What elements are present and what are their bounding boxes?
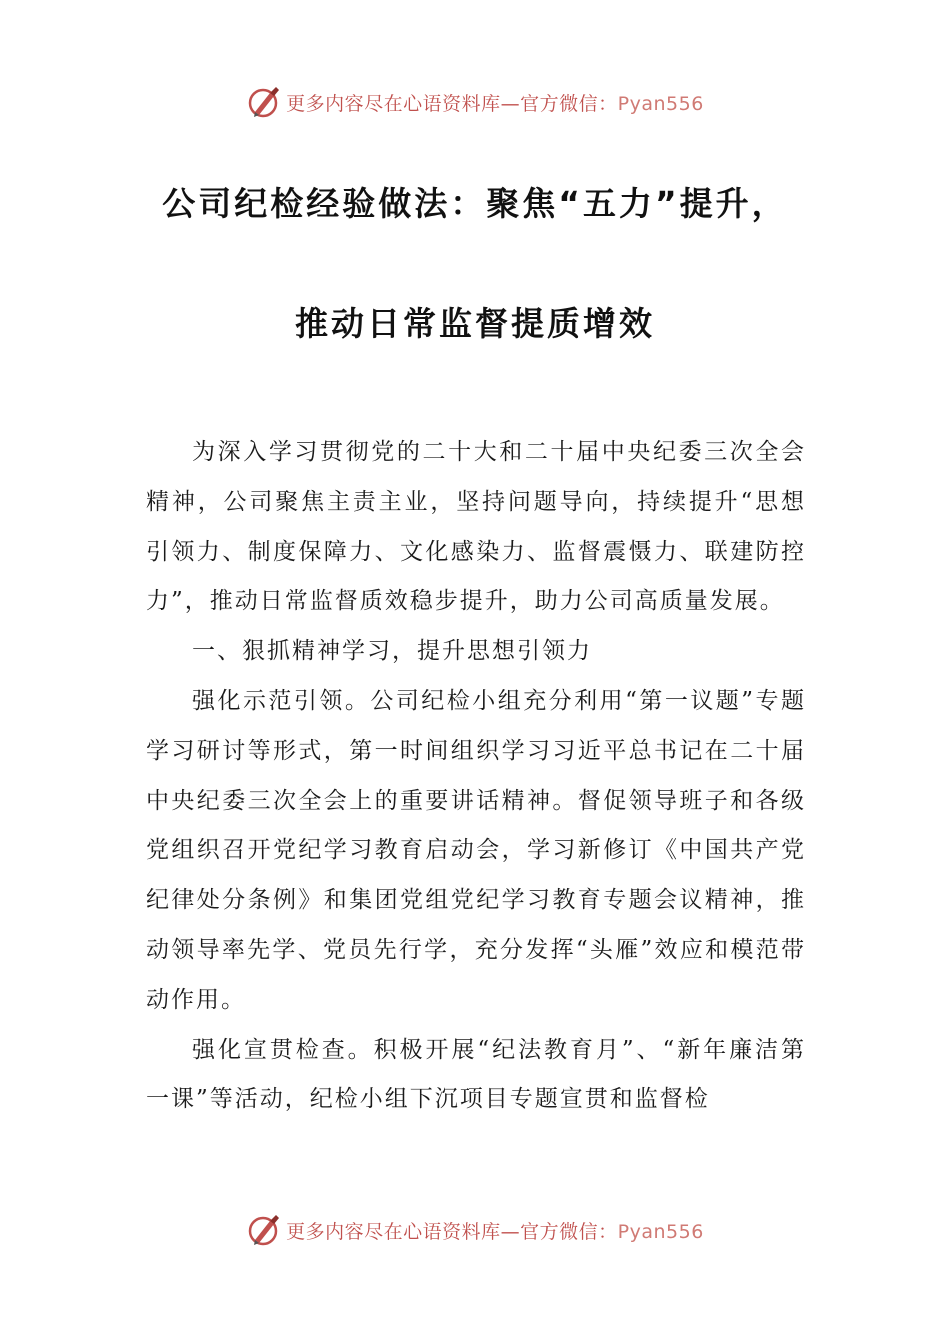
wechat-handle: Pyan556 bbox=[617, 92, 704, 115]
section-heading-1: 一、狠抓精神学习，提升思想引领力 bbox=[192, 638, 592, 665]
pen-logo-icon bbox=[246, 84, 282, 120]
document-body bbox=[146, 428, 806, 1125]
body-paragraph-2: 强化宣贯检查。积极开展“纪法教育月”、“新年廉洁第一课”等活动，纪检小组下沉项目专题宣贯和监督检 bbox=[146, 1036, 806, 1113]
document-title-line-2: 推动日常监督提质增效 bbox=[295, 304, 655, 343]
wechat-handle: Pyan556 bbox=[617, 1220, 704, 1243]
banner-text: 更多内容尽在心语资料库—官方微信：Pyan556 bbox=[286, 1220, 704, 1243]
footer-banner bbox=[0, 1210, 950, 1250]
banner-text: 更多内容尽在心语资料库—官方微信：Pyan556 bbox=[286, 92, 704, 115]
intro-paragraph: 为深入学习贯彻党的二十大和二十届中央纪委三次全会精神，公司聚焦主责主业，坚持问题导向，持续提升“思想引领力、制度保障力、文化感染力、监督震慑力、联建防控力”，推动日常监督质效稳步提升，助力公司高质量发展。 bbox=[146, 439, 806, 615]
body-paragraph-1: 强化示范引领。公司纪检小组充分利用“第一议题”专题学习研讨等形式，第一时间组织学习习近平总书记在二十届中央纪委三次全会上的重要讲话精神。督促领导班子和各级党组织召开党纪学习教育启动会，学习新修订《中国共产党纪律处分条例》和集团党组党纪学习教育专题会议精神，推动领导率先学、党员先行学，充分发挥“头雁”效应和模范带动作用。 bbox=[146, 687, 806, 1013]
pen-logo-icon bbox=[246, 1212, 282, 1248]
header-banner bbox=[0, 82, 950, 122]
document-title-line-1: 公司纪检经验做法：聚焦“五力”提升， bbox=[162, 184, 788, 223]
